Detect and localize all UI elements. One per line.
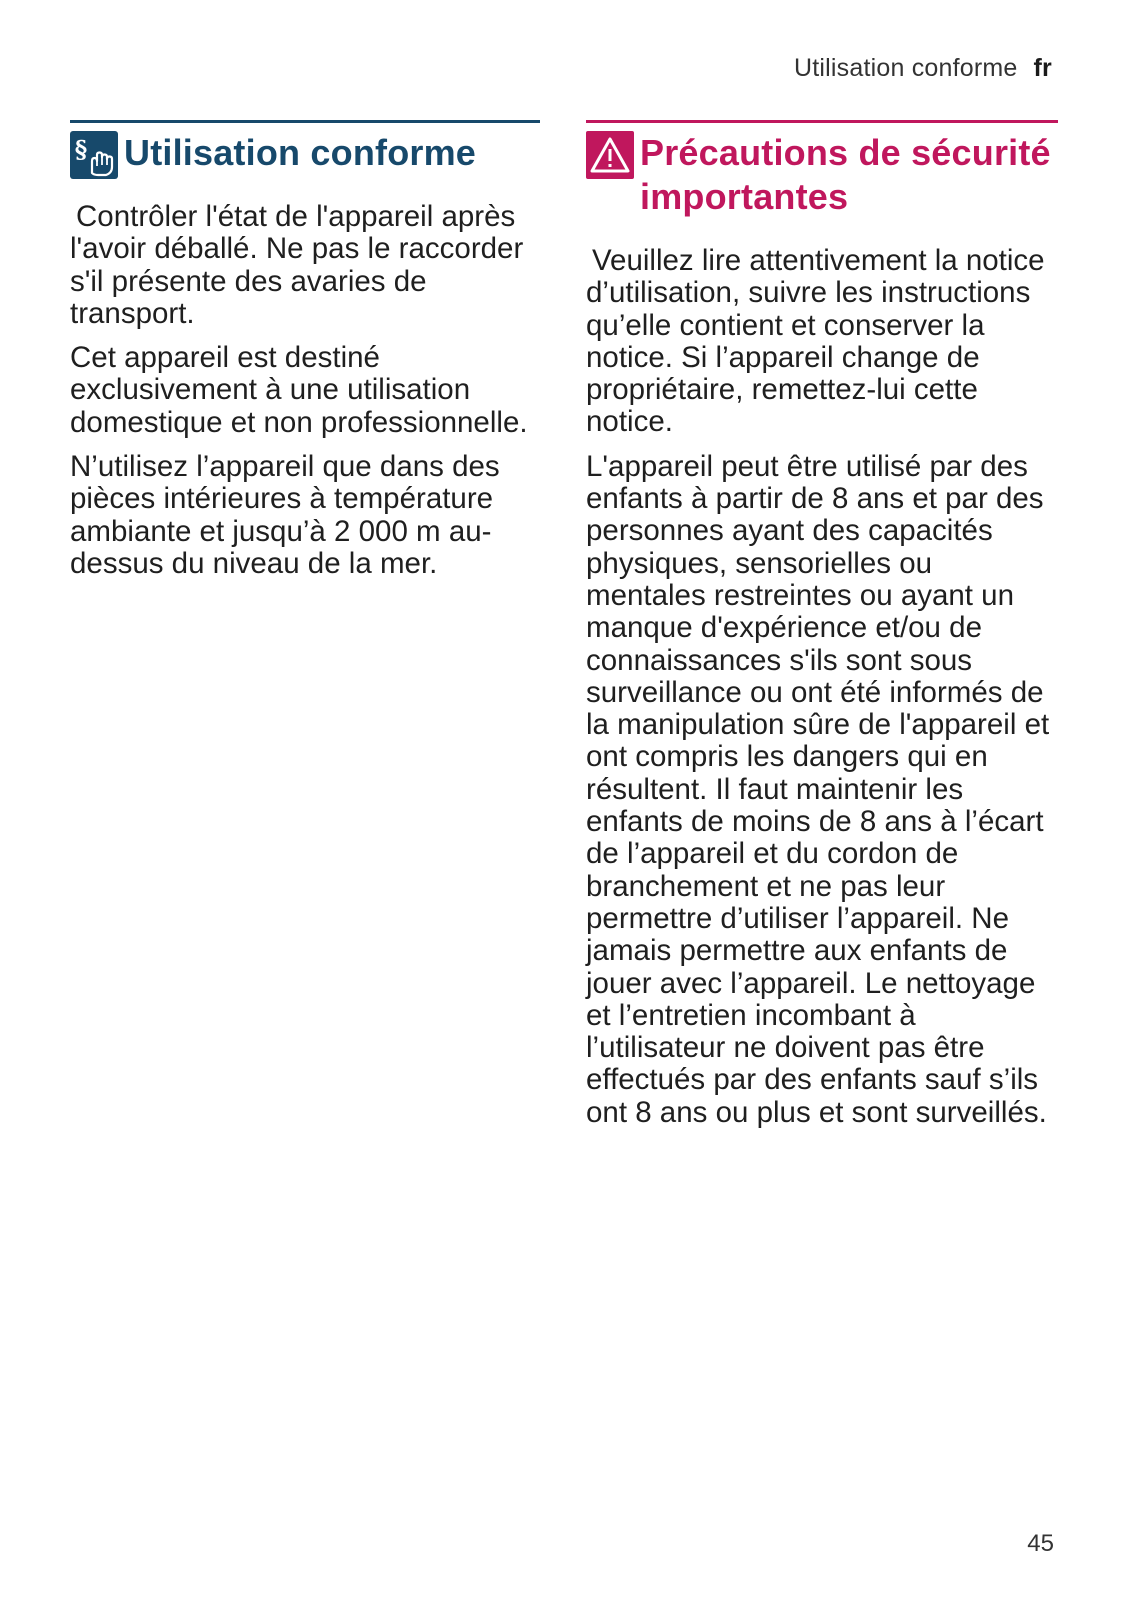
section-rule-left [70,120,540,123]
page-number: 45 [1027,1530,1054,1557]
intended-use-section [70,120,540,592]
intended-use-paragraph: Contrôler l'état de l'appareil après l'avoir déballé. Ne pas le raccorder s'il présente des avaries de transport. [70,200,524,330]
svg-text:§: § [74,135,88,164]
safety-precautions-heading [586,131,1058,219]
language-code: fr [1033,54,1052,82]
section-hand-icon [70,131,118,179]
intended-use-heading [70,131,540,179]
intended-use-title: Utilisation conforme [124,132,477,173]
safety-precautions-section [586,120,1058,1141]
intended-use-paragraph: N’utilisez l’appareil que dans des pièces intérieures à température ambiante et jusqu’à 2 000 m au-dessus du niveau de la mer. [70,450,500,580]
safety-precautions-paragraph: L'appareil peut être utilisé par des enfants à partir de 8 ans et par des personnes ayant des capacités physiques, sensorielles ou mentales restreintes ou ayant un manque d'expérience et/ou de connaissances s'ils sont sous surveillance ou ont été informés de la manipulation sûre de l'appareil et ont compris les dangers qui en résultent. Il faut maintenir les enfants de moins de 8 ans à l’écart de l’appareil et du cordon de branchement et ne pas leur permettre d’utiliser l’appareil. Ne jamais permettre aux enfants de jouer avec l’appareil. Le nettoyage et l’entretien incombant à l’utilisateur ne doivent pas être effectués par des enfants sauf s’ils ont 8 ans ou plus et sont surveillés. [586,449,1050,1129]
safety-precautions-title: Précautions de sécurité importantes [640,132,1051,217]
intended-use-paragraph: Cet appareil est destiné exclusivement à une utilisation domestique et non professionnelle. [70,341,528,439]
running-header [794,54,1052,83]
safety-precautions-paragraph: Veuillez lire attentivement la notice d’utilisation, suivre les instructions qu’elle contient et conserver la notice. Si l’appareil change de propriétaire, remettez-lui cette notice. [586,244,1045,439]
section-rule-right [586,120,1058,123]
warning-triangle-icon [586,131,634,179]
running-header-section: Utilisation conforme [794,54,1018,82]
